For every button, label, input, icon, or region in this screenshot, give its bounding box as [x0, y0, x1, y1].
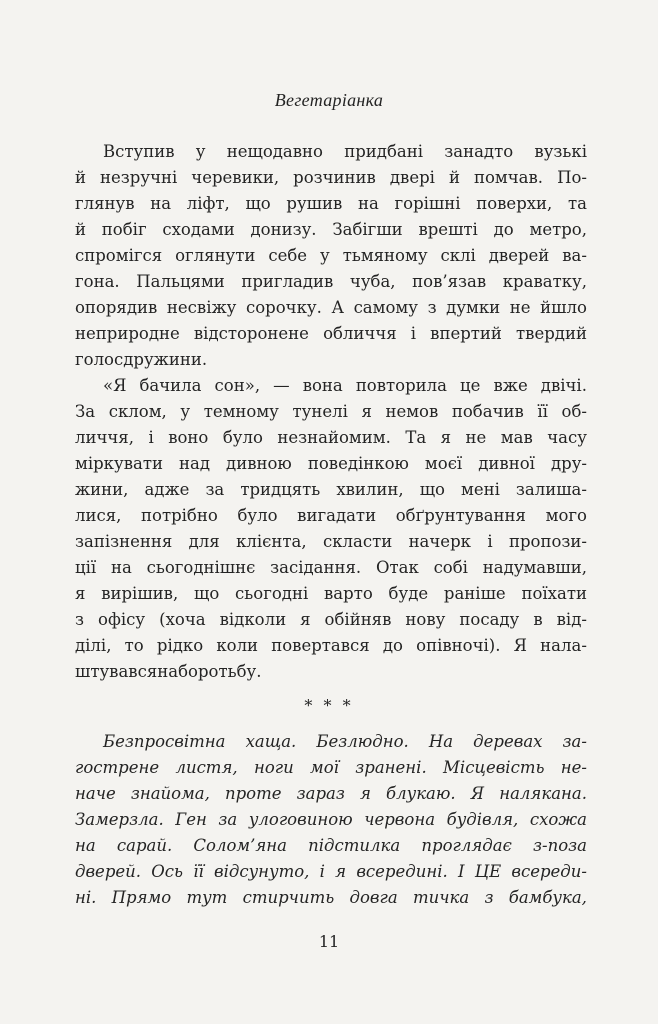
text-line: неприродне відсторонене обличчя і впертий твердий [75, 324, 587, 343]
text-line: ції на сьогоднішнє засідання. Отак собі надумавши, [75, 558, 587, 577]
text-line: опорядив несвіжу сорочку. А самому з думки не йшло [75, 298, 587, 317]
text-line: запізнення для клієнта, скласти начерк і пропози- [75, 532, 587, 551]
text-line: на сарай. Солом’яна підстилка проглядає з-поза [75, 836, 587, 855]
text-line: міркувати над дивною поведінкою моєї дивної дру- [75, 454, 587, 473]
text-line: Вступив у нещодавно придбані занадто вузькі [103, 142, 587, 161]
text-line: жини, адже за тридцять хвилин, що мені залиша- [75, 480, 587, 499]
text-line: За склом, у темному тунелі я немов побачив її об- [75, 402, 587, 421]
paragraph-2 [75, 373, 587, 685]
text-line: спромігся оглянути себе у тьмяному склі дверей ва- [75, 246, 587, 265]
text-line: Замерзла. Ген за улоговиною червона будівля, схожа [75, 810, 587, 829]
text-line: «Я бачила сон», — вона повторила це вже двічі. [103, 376, 587, 395]
page-number: 11 [318, 932, 340, 951]
text-line: дверей. Ось її відсунуто, і я всередині. І ЦЕ всереди- [75, 862, 587, 881]
text-line: штувався на боротьбу. [75, 662, 262, 681]
paragraph-1 [75, 139, 587, 373]
section-separator: * * * [304, 696, 354, 715]
text-line: личчя, і воно було незнайомим. Та я не мав часу [75, 428, 587, 447]
running-header: Вегетаріанка [274, 90, 384, 110]
text-line: наче знайома, проте зараз я блукаю. Я налякана. [75, 784, 587, 803]
text-line: ділі, то рідко коли повертався до опівночі). Я нала- [75, 636, 587, 655]
text-line: Безпросвітна хаща. Безлюдно. На деревах за- [103, 732, 587, 751]
text-line: з офісу (хоча відколи я обійняв нову посаду в від- [75, 610, 587, 629]
text-line: лися, потрібно було вигадати обґрунтування мого [75, 506, 587, 525]
text-line: голос дружини. [75, 350, 208, 369]
text-line: й побіг сходами донизу. Забігши врешті до метро, [75, 220, 587, 239]
text-line: глянув на ліфт, що рушив на горішні поверхи, та [75, 194, 587, 213]
text-line: гона. Пальцями пригладив чуба, пов’язав краватку, [75, 272, 587, 291]
text-line: я вирішив, що сьогодні варто буде раніше поїхати [75, 584, 587, 603]
text-line: й незручні черевики, розчинив двері й помчав. По- [75, 168, 587, 187]
text-line: ні. Прямо тут стирчить довга тичка з бамбука, [75, 888, 587, 907]
dream-paragraph [75, 729, 587, 911]
text-line: гострене листя, ноги мої зранені. Місцевість не- [75, 758, 587, 777]
